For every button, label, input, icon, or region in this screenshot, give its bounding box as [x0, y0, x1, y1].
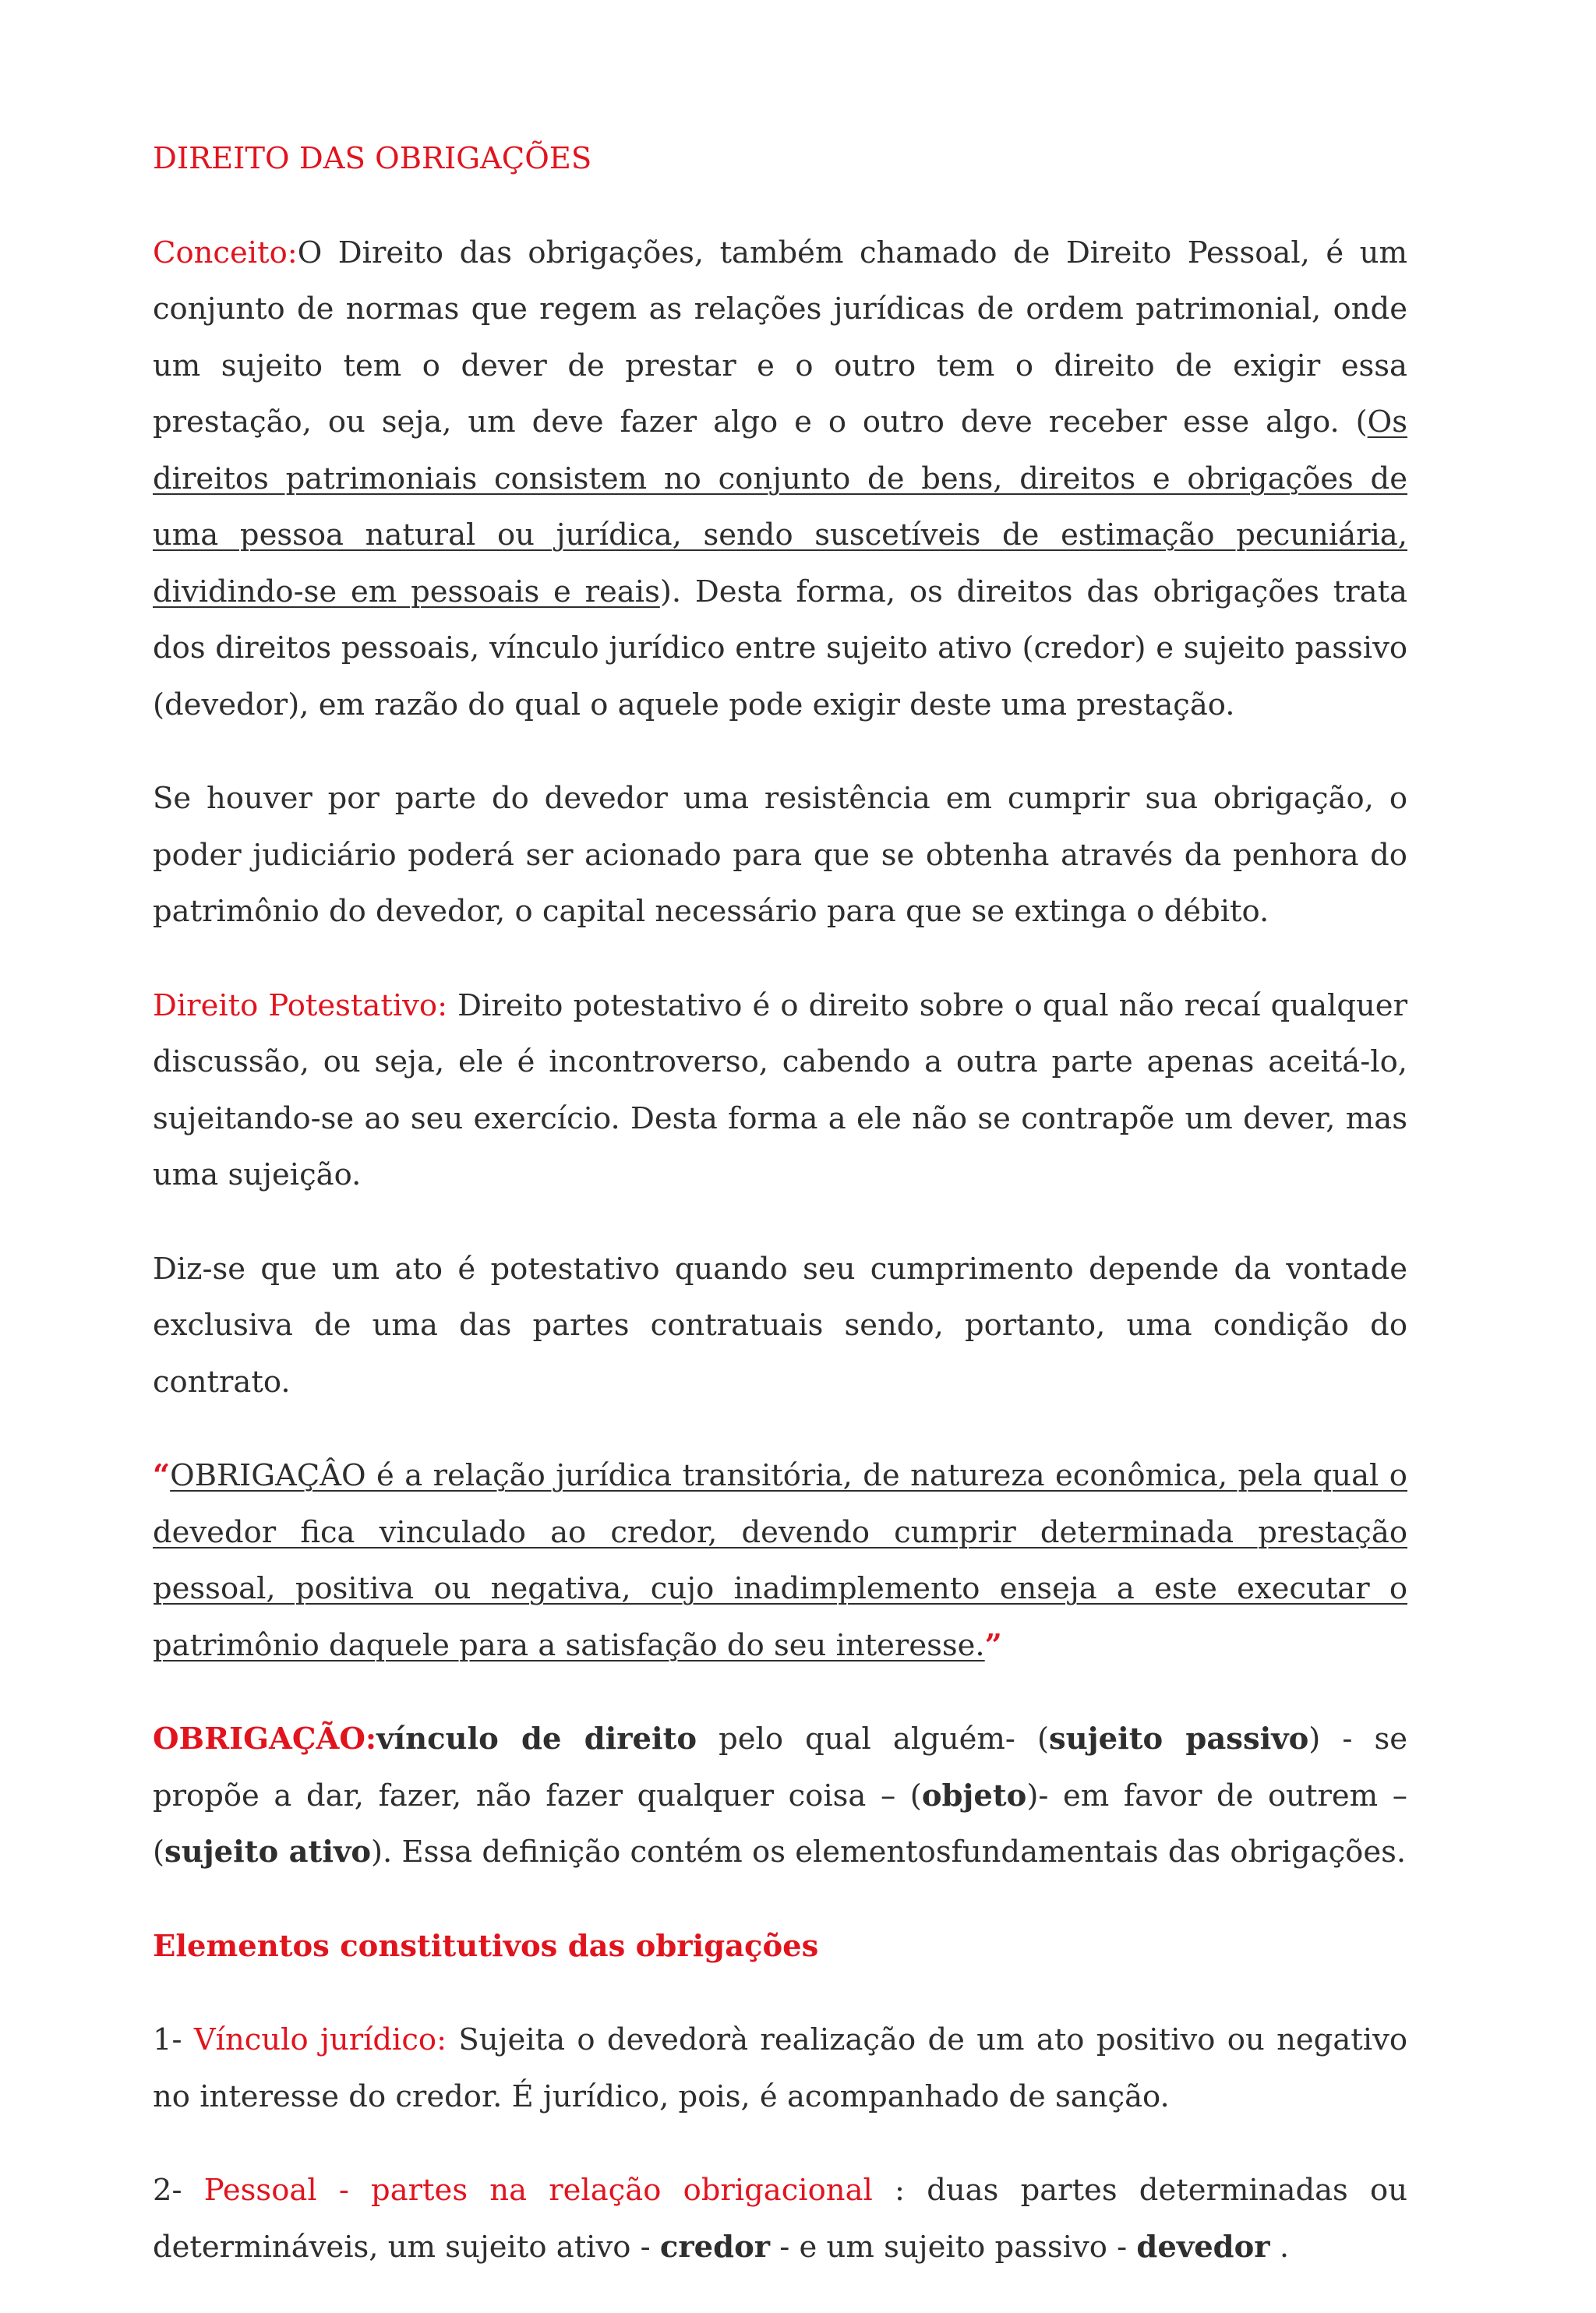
definicao-text-3: )- em favor de outrem – ( [153, 1778, 1407, 1870]
item-number: 1- [153, 2022, 194, 2057]
paragraph-resistencia: Se houver por parte do devedor uma resistência em cumprir sua obrigação, o poder judiciário poderá ser acionado para que se obtenha através da penhora do patrimônio do devedor, o capital necessário para que se extinga o débito. [153, 781, 1407, 929]
label-vinculo-juridico: Vínculo jurídico: [193, 2022, 447, 2057]
label-pessoal: Pessoal - partes na relação obrigacional [203, 2173, 873, 2208]
conceito-text-continued: ). Desta forma, os direitos das obrigações trata dos direitos pessoais, vínculo jurídico entre sujeito ativo (credor) e sujeito passivo (devedor), em razão do qual o aquele pode exigir deste uma prestação. [153, 574, 1407, 722]
close-quote: ” [984, 1627, 1002, 1663]
list-item-pessoal [153, 2163, 1407, 2276]
label-conceito: Conceito: [153, 235, 298, 270]
open-quote: “ [153, 1458, 171, 1493]
item-number: 2- [153, 2173, 204, 2208]
document-title: DIREITO DAS OBRIGAÇÕES [153, 141, 592, 176]
term-devedor: devedor [1136, 2229, 1270, 2265]
definicao-text-1: pelo qual alguém- ( [697, 1722, 1049, 1757]
vinculo-juridico-text: Sujeita o devedorà realização de um ato positivo ou negativo no interesse do credor. É jurídico, pois, é acompanhado de sanção. [153, 2022, 1407, 2114]
term-vinculo-de-direito: vínculo de direito [376, 1722, 697, 1757]
obrigacao-quote-text: OBRIGAÇÂO é a relação jurídica transitória, de natureza econômica, pela qual o devedor fica vinculado ao credor, devendo cumprir determinada prestação pessoal, positiva ou negativa, cujo inadimplemento enseja a este executar o patrimônio daquele para a satisfação do seu interesse. [153, 1458, 1407, 1663]
patrimonial-rights-note: Os direitos patrimoniais consistem no conjunto de bens, direitos e obrigações de uma pessoa natural ou jurídica, sendo suscetíveis de estimação pecuniária, dividindo-se em pessoais e reais [153, 404, 1407, 609]
label-obrigacao: OBRIGAÇÃO: [153, 1722, 377, 1757]
paragraph-ato-potestativo: Diz-se que um ato é potestativo quando seu cumprimento depende da vontade exclusiva de uma das partes contratuais sendo, portanto, uma condição do contrato. [153, 1251, 1407, 1400]
paragraph-conceito [153, 225, 1407, 734]
pessoal-text-1: : duas partes determinadas ou determináveis, um sujeito ativo - [153, 2173, 1407, 2265]
term-objeto: objeto [921, 1778, 1027, 1813]
paragraph-quote-obrigacao [153, 1448, 1407, 1674]
term-sujeito-ativo: sujeito ativo [164, 1835, 372, 1870]
direito-potestativo-text: Direito potestativo é o direito sobre o qual não recaí qualquer discussão, ou seja, ele é incontroverso, cabendo a outra parte apenas aceitá-lo, sujeitando-se ao seu exercício. Desta forma a ele não se contrapõe um dever, mas uma sujeição. [153, 987, 1407, 1192]
definicao-text-4: ). Essa definição contém os elementosfundamentais das obrigações. [371, 1835, 1407, 1870]
paragraph-obrigacao-definicao [153, 1711, 1407, 1881]
paragraph-direito-potestativo [153, 978, 1407, 1204]
conceito-text: O Direito das obrigações, também chamado de Direito Pessoal, é um conjunto de normas que regem as relações jurídicas de ordem patrimonial, onde um sujeito tem o dever de prestar e o outro tem o direito de exigir essa prestação, ou seja, um deve fazer algo e o outro deve receber esse algo. ( [153, 235, 1407, 440]
term-sujeito-passivo: sujeito passivo [1049, 1722, 1309, 1757]
pessoal-text-3: . [1269, 2229, 1290, 2265]
section-heading-elementos: Elementos constitutivos das obrigações [153, 1928, 819, 1964]
label-direito-potestativo: Direito Potestativo: [153, 987, 448, 1023]
definicao-text-2: ) - se propõe a dar, fazer, não fazer qualquer coisa – ( [153, 1722, 1407, 1813]
document-body [153, 131, 1407, 2313]
term-credor: credor [659, 2229, 771, 2265]
pessoal-text-2: - e um sujeito passivo - [770, 2229, 1137, 2265]
list-item-vinculo-juridico [153, 2012, 1407, 2125]
